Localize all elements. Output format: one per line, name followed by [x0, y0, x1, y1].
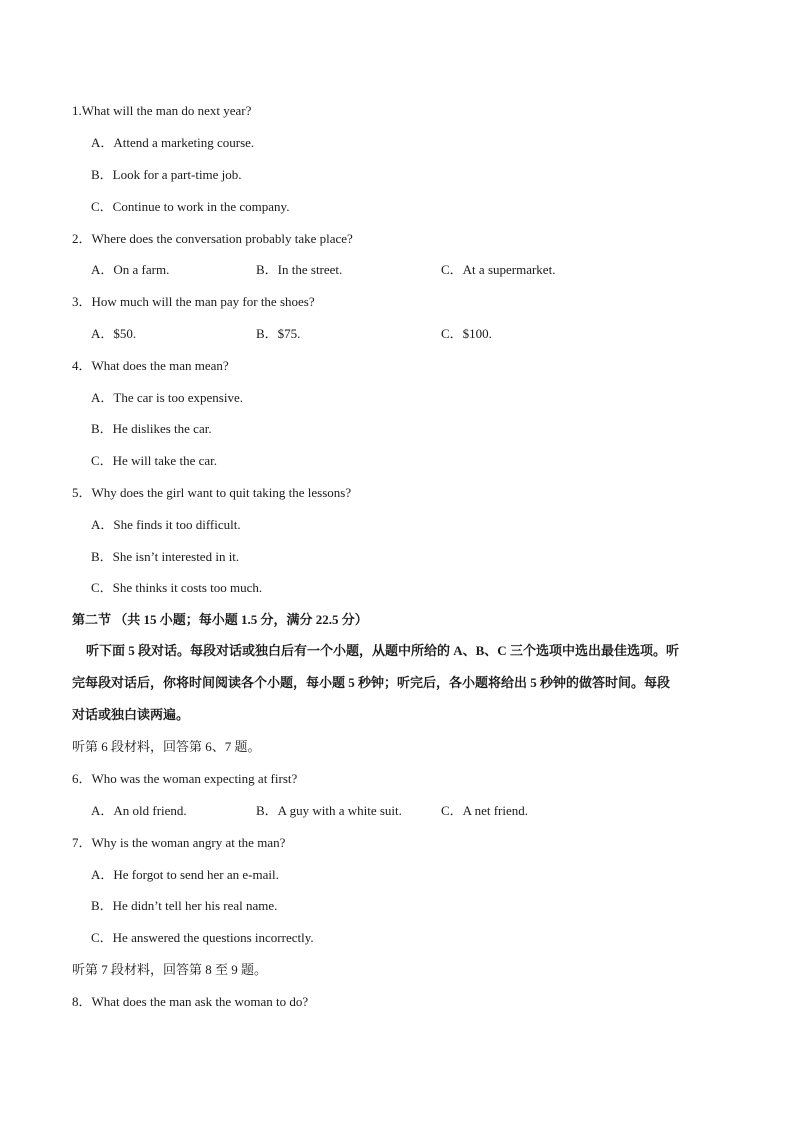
answer-option: B．In the street. — [256, 262, 343, 277]
question-stem: 7．Why is the woman angry at the man? — [72, 835, 286, 850]
answer-option: B．$75. — [256, 326, 301, 341]
answer-option: A．On a farm. — [91, 262, 170, 277]
answer-option: B．Look for a part-time job. — [91, 167, 242, 182]
question-stem: 1.What will the man do next year? — [72, 103, 252, 118]
answer-option: A．Attend a marketing course. — [91, 135, 255, 150]
question-stem: 8．What does the man ask the woman to do? — [72, 994, 309, 1009]
answer-option: C．He answered the questions incorrectly. — [91, 930, 314, 945]
material-instruction: 听第 6 段材料，回答第 6、7 题。 — [72, 739, 261, 754]
answer-option: C．She thinks it costs too much. — [91, 580, 263, 595]
answer-option: A．She finds it too difficult. — [91, 517, 241, 532]
answer-option: B．She isn’t interested in it. — [91, 549, 240, 564]
instruction-line: 完每段对话后，你将时间阅读各个小题，每小题 5 秒钟；听完后，各小题将给出 5 秒钟的做答时间。每段 — [72, 675, 671, 690]
instruction-line: 对话或独白读两遍。 — [72, 707, 190, 722]
question-stem: 3．How much will the man pay for the shoes? — [72, 294, 315, 309]
section-heading: 第二节 （共 15 小题；每小题 1.5 分，满分 22.5 分） — [72, 612, 368, 627]
section-instructions — [72, 635, 732, 731]
answer-option: C．A net friend. — [441, 803, 529, 818]
answer-option: A．The car is too expensive. — [91, 390, 243, 405]
answer-option: A．He forgot to send her an e-mail. — [91, 867, 279, 882]
instruction-line: 听下面 5 段对话。每段对话或独白后有一个小题，从题中所给的 A、B、C 三个选项中选出最佳选项。听 — [86, 643, 679, 658]
answer-option: B．He dislikes the car. — [91, 421, 212, 436]
answer-option: C．He will take the car. — [91, 453, 217, 468]
question-stem: 6．Who was the woman expecting at first? — [72, 771, 298, 786]
answer-option: A．$50. — [91, 326, 137, 341]
answer-option: B．A guy with a white suit. — [256, 803, 402, 818]
answer-option: C．$100. — [441, 326, 492, 341]
question-stem: 4．What does the man mean? — [72, 358, 229, 373]
answer-option: C．At a supermarket. — [441, 262, 556, 277]
answer-option: A．An old friend. — [91, 803, 187, 818]
answer-option: C．Continue to work in the company. — [91, 199, 290, 214]
question-stem: 2．Where does the conversation probably take place? — [72, 231, 353, 246]
question-stem: 5．Why does the girl want to quit taking the lessons? — [72, 485, 352, 500]
material-instruction: 听第 7 段材料，回答第 8 至 9 题。 — [72, 962, 268, 977]
answer-option: B．He didn’t tell her his real name. — [91, 898, 278, 913]
